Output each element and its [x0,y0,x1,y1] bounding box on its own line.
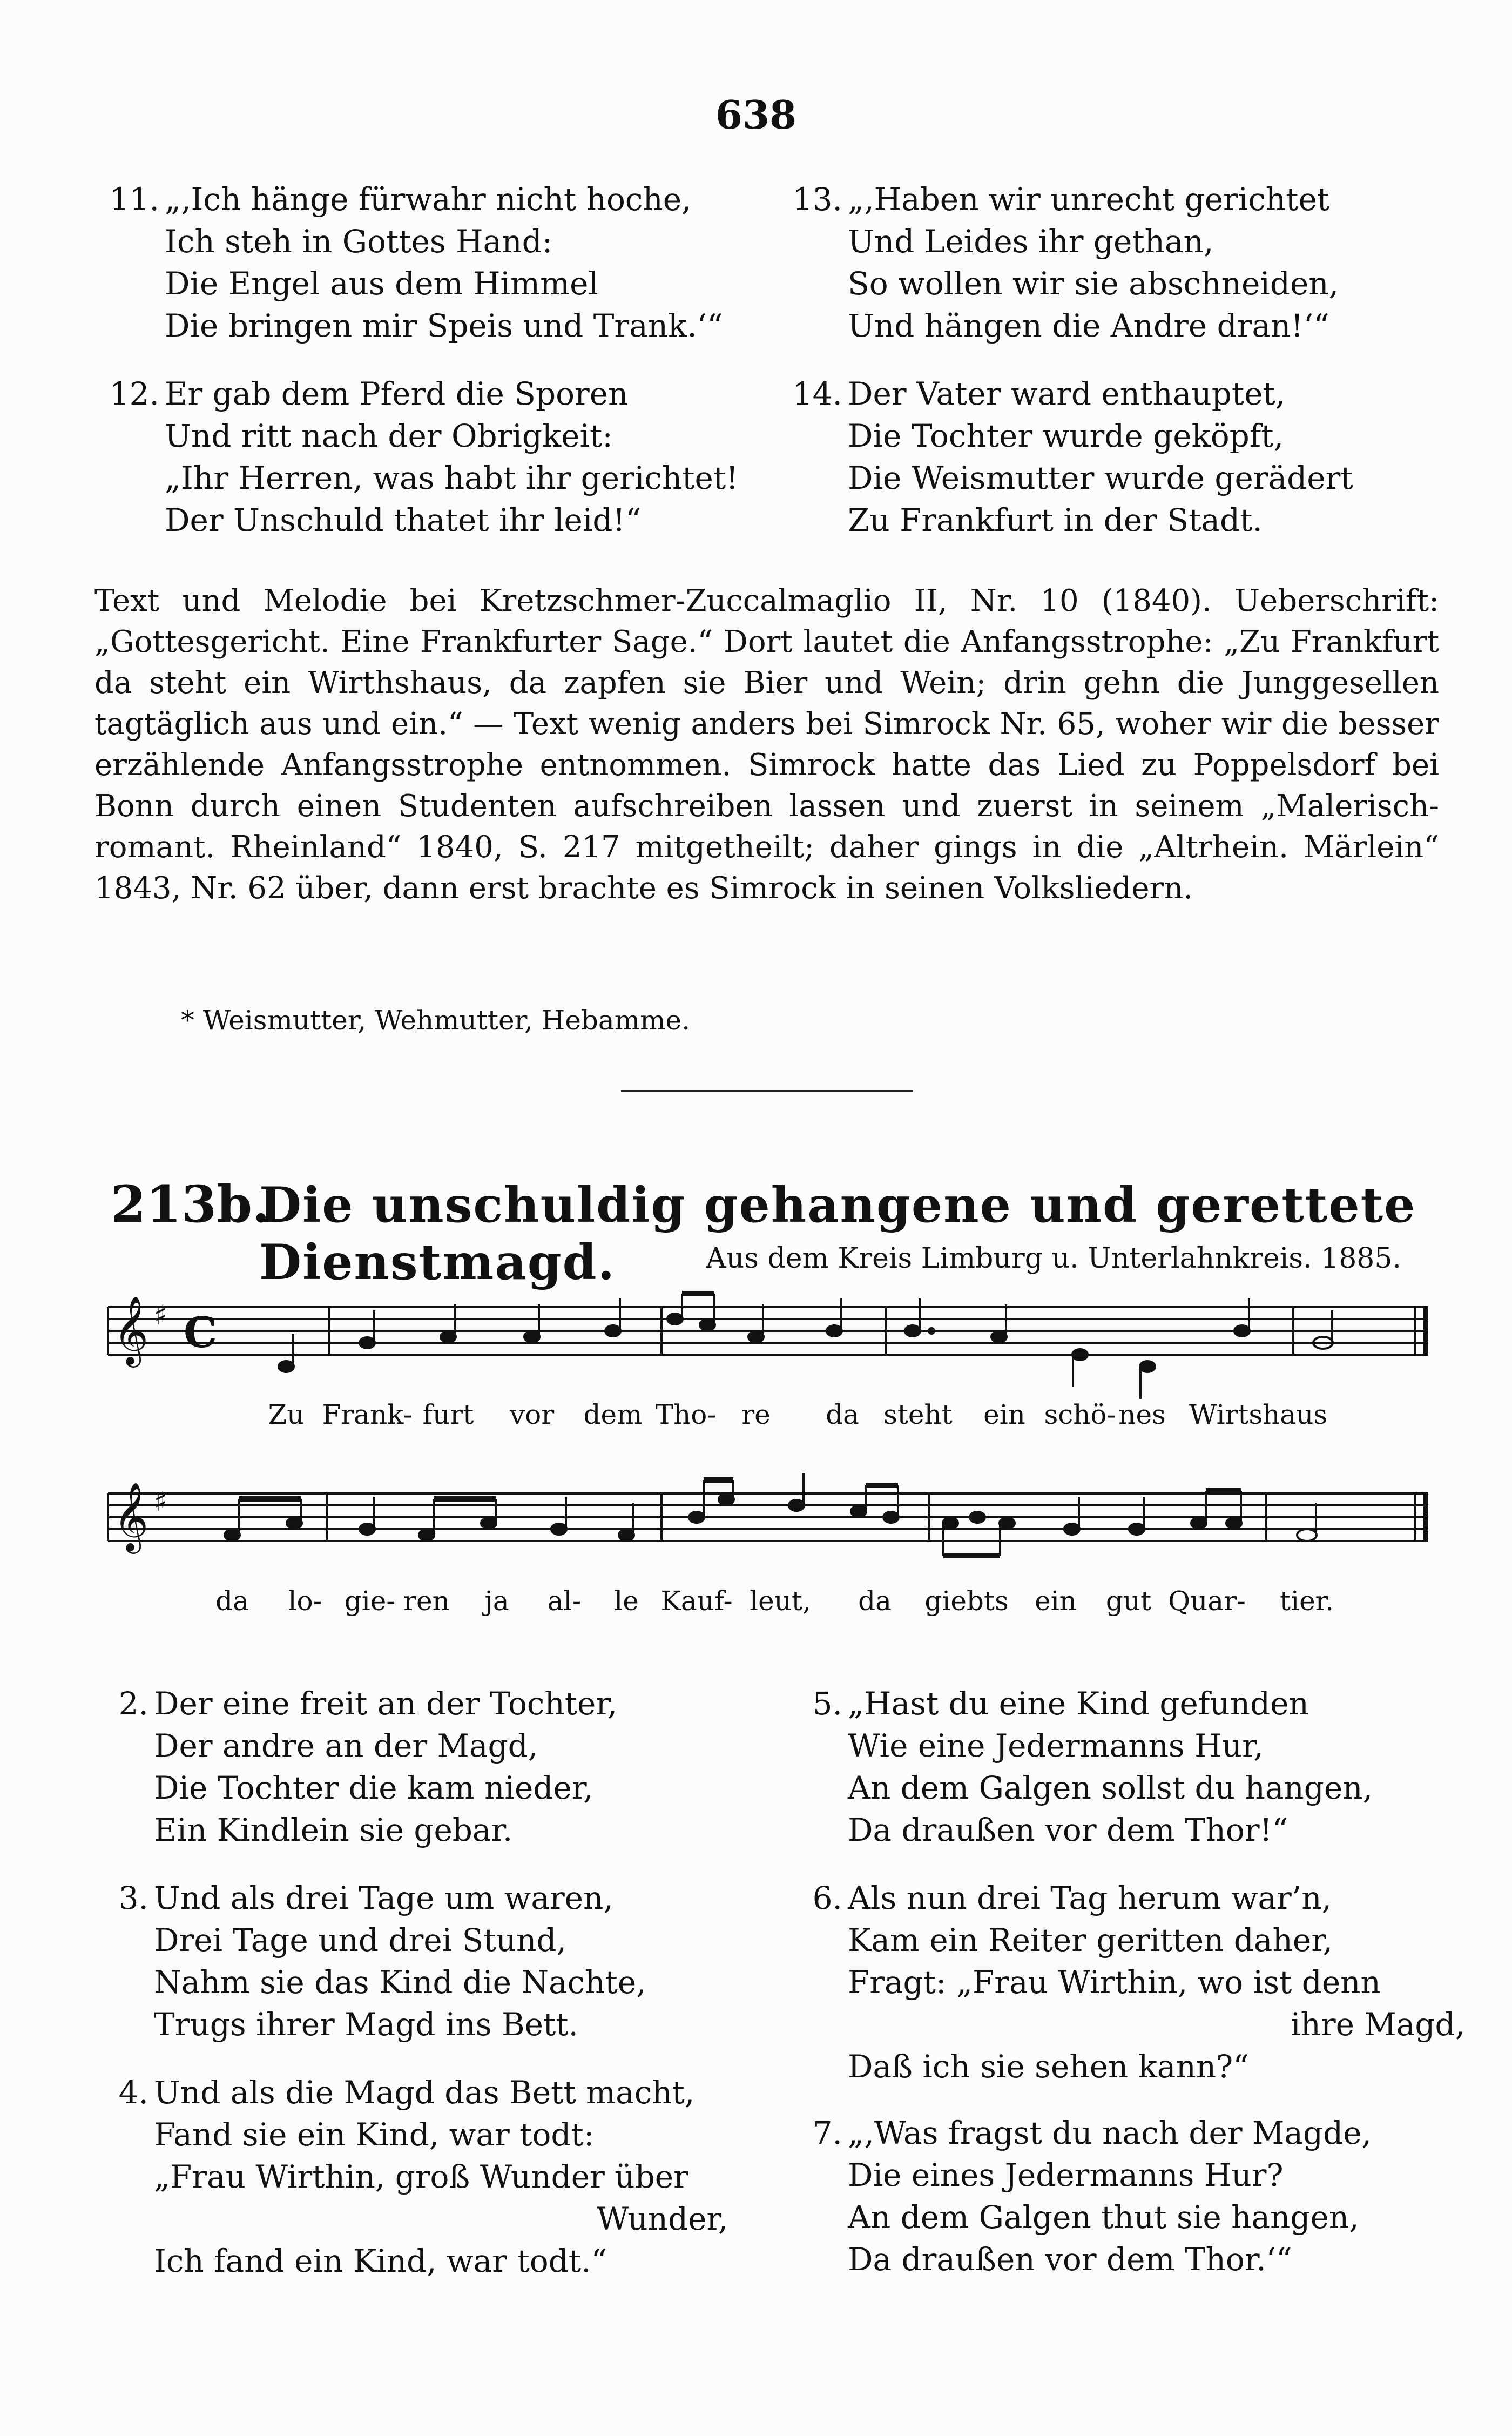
stanza-line: Und ritt nach der Obrigkeit: [165,418,613,454]
stanza-line: Wie eine Jedermanns Hur, [848,1727,1264,1764]
lyric-syllable: re [741,1399,771,1430]
stanza-line: Er gab dem Pferd die Sporen [165,375,629,412]
stanza-line: Die bringen mir Speis und Trank.‘“ [165,307,723,344]
stanza-line: Da draußen vor dem Thor!“ [848,1812,1288,1848]
lyric-syllable: vor [509,1399,555,1430]
staff-2 [108,1493,1428,1541]
staff-1 [108,1307,1428,1355]
staff-2-notes [225,1473,1317,1556]
lyric-syllable: Kauf- [660,1585,733,1617]
stanza-line: Wunder, [597,2201,728,2237]
lyric-syllable: giebts [924,1585,1009,1617]
stanza-line: „Frau Wirthin, groß Wunder über [154,2158,688,2195]
song-number: 213b. [111,1175,270,1234]
stanza-line: Die Engel aus dem Himmel [165,265,598,302]
lyric-syllable: ein [1035,1585,1077,1617]
lyric-syllable: lo- [288,1585,322,1617]
treble-clef-icon: 𝄞 [113,1295,149,1364]
lyric-syllable: da [826,1399,859,1430]
stanza-line: Daß ich sie sehen kann?“ [848,2048,1249,2085]
lyric-syllable: furt [422,1399,474,1430]
lyric-syllable: Tho- [655,1399,717,1430]
song-title: Die unschuldig gehangene und gerettete Dienstmagd. [259,1176,1416,1291]
stanza-line: Ein Kindlein sie gebar. [154,1812,513,1848]
stanza-line: Kam ein Reiter geritten daher, [848,1922,1333,1959]
page-number: 638 [715,92,797,138]
staff-1-notes [279,1294,1333,1399]
lyric-syllable: Wirtshaus [1189,1399,1328,1430]
stanza-line: Ich steh in Gottes Hand: [165,223,553,260]
stanza-line: „‚Was fragst du nach der Magde, [848,2115,1372,2151]
stanza-line: Und als die Magd das Bett macht, [154,2074,695,2111]
stanza-line: Der Vater ward enthauptet, [848,375,1286,412]
lyric-syllable: leut, [750,1585,811,1617]
stanza-line: Der Unschuld thatet ihr leid!“ [165,502,642,539]
stanza-line: An dem Galgen thut sie hangen, [848,2199,1359,2236]
stanza-line: Der andre an der Magd, [154,1727,538,1764]
lyric-syllable: gie- [344,1585,396,1617]
stanza-line: Ich fand ein Kind, war todt.“ [154,2243,608,2279]
stanza-line: Drei Tage und drei Stund, [154,1922,566,1959]
song-source: Aus dem Kreis Limburg u. Unterlahnkreis. 1885. [706,1242,1401,1275]
lyric-syllable: nes [1118,1399,1166,1430]
stanza-number: 4. [118,2074,148,2111]
common-time-icon: C [184,1308,218,1357]
stanza-number: 3. [118,1880,148,1916]
lyric-syllable: tier. [1280,1585,1334,1617]
stanza-line: Fand sie ein Kind, war todt: [154,2116,595,2153]
lyric-syllable: ein [983,1399,1025,1430]
stanza-number: 11. [109,181,159,218]
stanza-line: Da draußen vor dem Thor.‘“ [848,2241,1292,2278]
lyric-syllable: dem [583,1399,643,1430]
lyric-syllable: da [858,1585,892,1617]
lyric-syllable: gut [1105,1585,1152,1617]
stanza-line: An dem Galgen sollst du hangen, [848,1769,1373,1806]
lyric-syllable: steht [883,1399,953,1430]
stanza-line: „Hast du eine Kind gefunden [848,1685,1309,1722]
lyric-syllable: le [614,1585,639,1617]
stanza-line: „‚Ich hänge fürwahr nicht hoche, [165,181,692,218]
footnote: * Weismutter, Wehmutter, Hebamme. [181,1005,691,1036]
stanza-line: Die Tochter die kam nieder, [154,1769,593,1806]
lyric-syllable: Quar- [1168,1585,1246,1617]
stanza-number: 6. [812,1880,842,1916]
stanza-line: Der eine freit an der Tochter, [154,1685,618,1722]
stanza-line: So wollen wir sie abschneiden, [848,265,1339,302]
stanza-line: Die Tochter wurde geköpft, [848,418,1284,454]
lyric-syllable: da [215,1585,249,1617]
stanza-line: Fragt: „Frau Wirthin, wo ist denn [848,1964,1381,2001]
lyric-syllable: ja [484,1585,509,1617]
stanza-number: 5. [812,1685,842,1722]
stanza-line: Zu Frankfurt in der Stadt. [848,502,1263,539]
stanza-line: „‚Haben wir unrecht gerichtet [848,181,1330,218]
stanza-line: Die Weismutter wurde gerädert [848,460,1353,496]
stanza-number: 2. [118,1685,148,1722]
stanza-line: Und hängen die Andre dran!‘“ [848,307,1329,344]
sharp-icon: ♯ [154,1486,167,1517]
stanza-line: ihre Magd, [1291,2006,1466,2043]
stanza-line: „Ihr Herren, was habt ihr gerichtet! [165,460,739,496]
stanza-line: Als nun drei Tag herum war’n, [848,1880,1332,1916]
stanza-number: 7. [812,2115,842,2151]
stanza-line: Und als drei Tage um waren, [154,1880,613,1916]
sharp-icon: ♯ [154,1300,167,1331]
stanza-line: Trugs ihrer Magd ins Bett. [154,2006,578,2043]
stanza-line: Und Leides ihr gethan, [848,223,1214,260]
stanza-number: 12. [109,375,159,412]
treble-clef-icon: 𝄞 [113,1482,149,1551]
source-note: Text und Melodie bei Kretzschmer-Zuccalmaglio II, Nr. 10 (1840). Ueberschrift: „Gottesgericht. Eine Frankfurter Sage.“ Dort lautet die Anfangsstrophe: „Zu Frankfurt da steht ein Wirthshaus, da zapfen sie Bier und Wein; drin gehn die Junggesellen tagtäglich aus und ein.“ — Text wenig anders bei Simrock Nr. 65, woher wir die besser erzählende Anfangsstrophe entnommen. Simrock hatte das Lied zu Poppelsdorf bei Bonn durch einen Studenten aufschreiben lassen und zuerst in seinem „Malerisch-romant. Rheinland“ 1840, S. 217 mitgetheilt; daher gings in die „Altrhein. Märlein“ 1843, Nr. 62 über, dann erst brachte es Simrock in seinen Volksliedern. [94,583,1439,906]
lyric-syllable: Frank- [322,1399,413,1430]
lyric-syllable: Zu [268,1399,305,1430]
lyric-syllable: al- [547,1585,582,1617]
stanza-number: 14. [792,375,842,412]
lyric-syllable: schö- [1044,1399,1116,1430]
stanza-number: 13. [792,181,842,218]
stanza-line: Nahm sie das Kind die Nachte, [154,1964,646,2001]
lyric-syllable: ren [403,1585,450,1617]
stanza-line: Die eines Jedermanns Hur? [848,2157,1284,2193]
